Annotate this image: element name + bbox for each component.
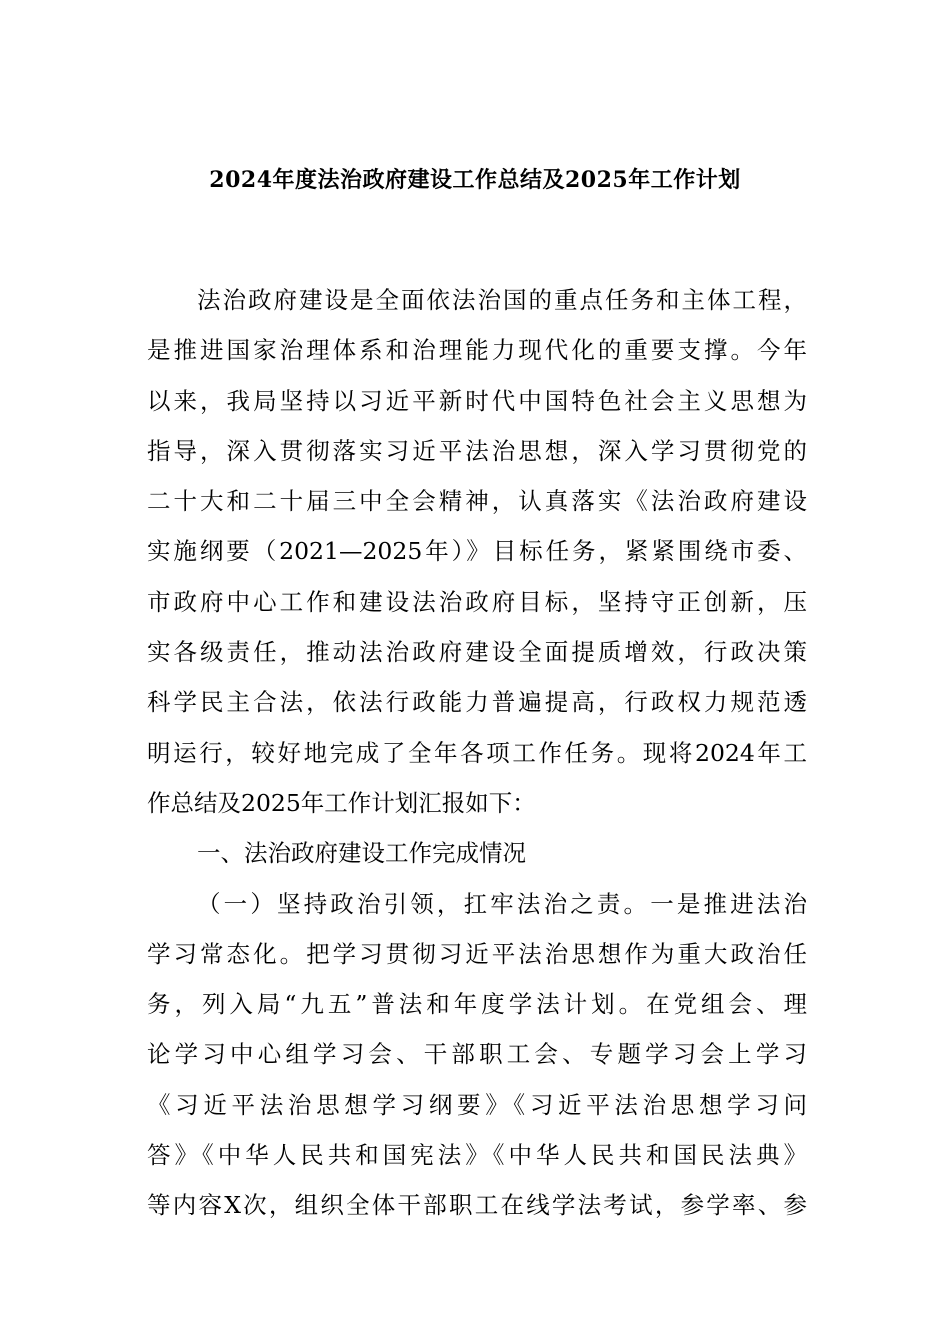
paragraph-line: 是推进国家治理体系和治理能力现代化的重要支撑。今年 (147, 336, 807, 365)
paragraph-line: 科学民主合法，依法行政能力普遍提高，行政权力规范透 (147, 688, 807, 717)
paragraph-line: 二十大和二十届三中全会精神，认真落实《法治政府建设 (147, 487, 807, 516)
section-heading: 一、法治政府建设工作完成情况 (197, 839, 526, 868)
paragraph-line: 指导，深入贯彻落实习近平法治思想，深入学习贯彻党的 (147, 436, 807, 465)
paragraph-line: 法治政府建设是全面依法治国的重点任务和主体工程， (197, 286, 807, 314)
paragraph-line: 实施纲要（2021—2025年）》目标任务，紧紧围绕市委、 (147, 537, 807, 566)
paragraph-line: 《习近平法治思想学习纲要》《习近平法治思想学习问 (147, 1090, 807, 1119)
paragraph-line: 答》《中华人民共和国宪法》《中华人民共和国民法典》 (147, 1141, 807, 1170)
paragraph-line: 市政府中心工作和建设法治政府目标，坚持守正创新，压 (147, 587, 807, 616)
paragraph-line: 务，列入局“九五”普法和年度学法计划。在党组会、理 (147, 990, 807, 1019)
paragraph-line: 等内容X次，组织全体干部职工在线学法考试，参学率、参 (147, 1191, 807, 1220)
paragraph-line: 实各级责任，推动法治政府建设全面提质增效，行政决策 (147, 638, 807, 667)
document-title: 2024年度法治政府建设工作总结及2025年工作计划 (209, 167, 741, 193)
paragraph-line: 论学习中心组学习会、干部职工会、专题学习会上学习 (147, 1040, 807, 1069)
paragraph-line: 学习常态化。把学习贯彻习近平法治思想作为重大政治任 (147, 939, 807, 968)
paragraph-line: （一）坚持政治引领，扛牢法治之责。一是推进法治 (197, 889, 807, 918)
document-body (147, 275, 807, 1231)
paragraph-line: 作总结及2025年工作计划汇报如下： (147, 788, 536, 817)
paragraph-line: 以来，我局坚持以习近平新时代中国特色社会主义思想为 (147, 386, 807, 415)
paragraph-line: 明运行，较好地完成了全年各项工作任务。现将2024年工 (147, 738, 807, 767)
